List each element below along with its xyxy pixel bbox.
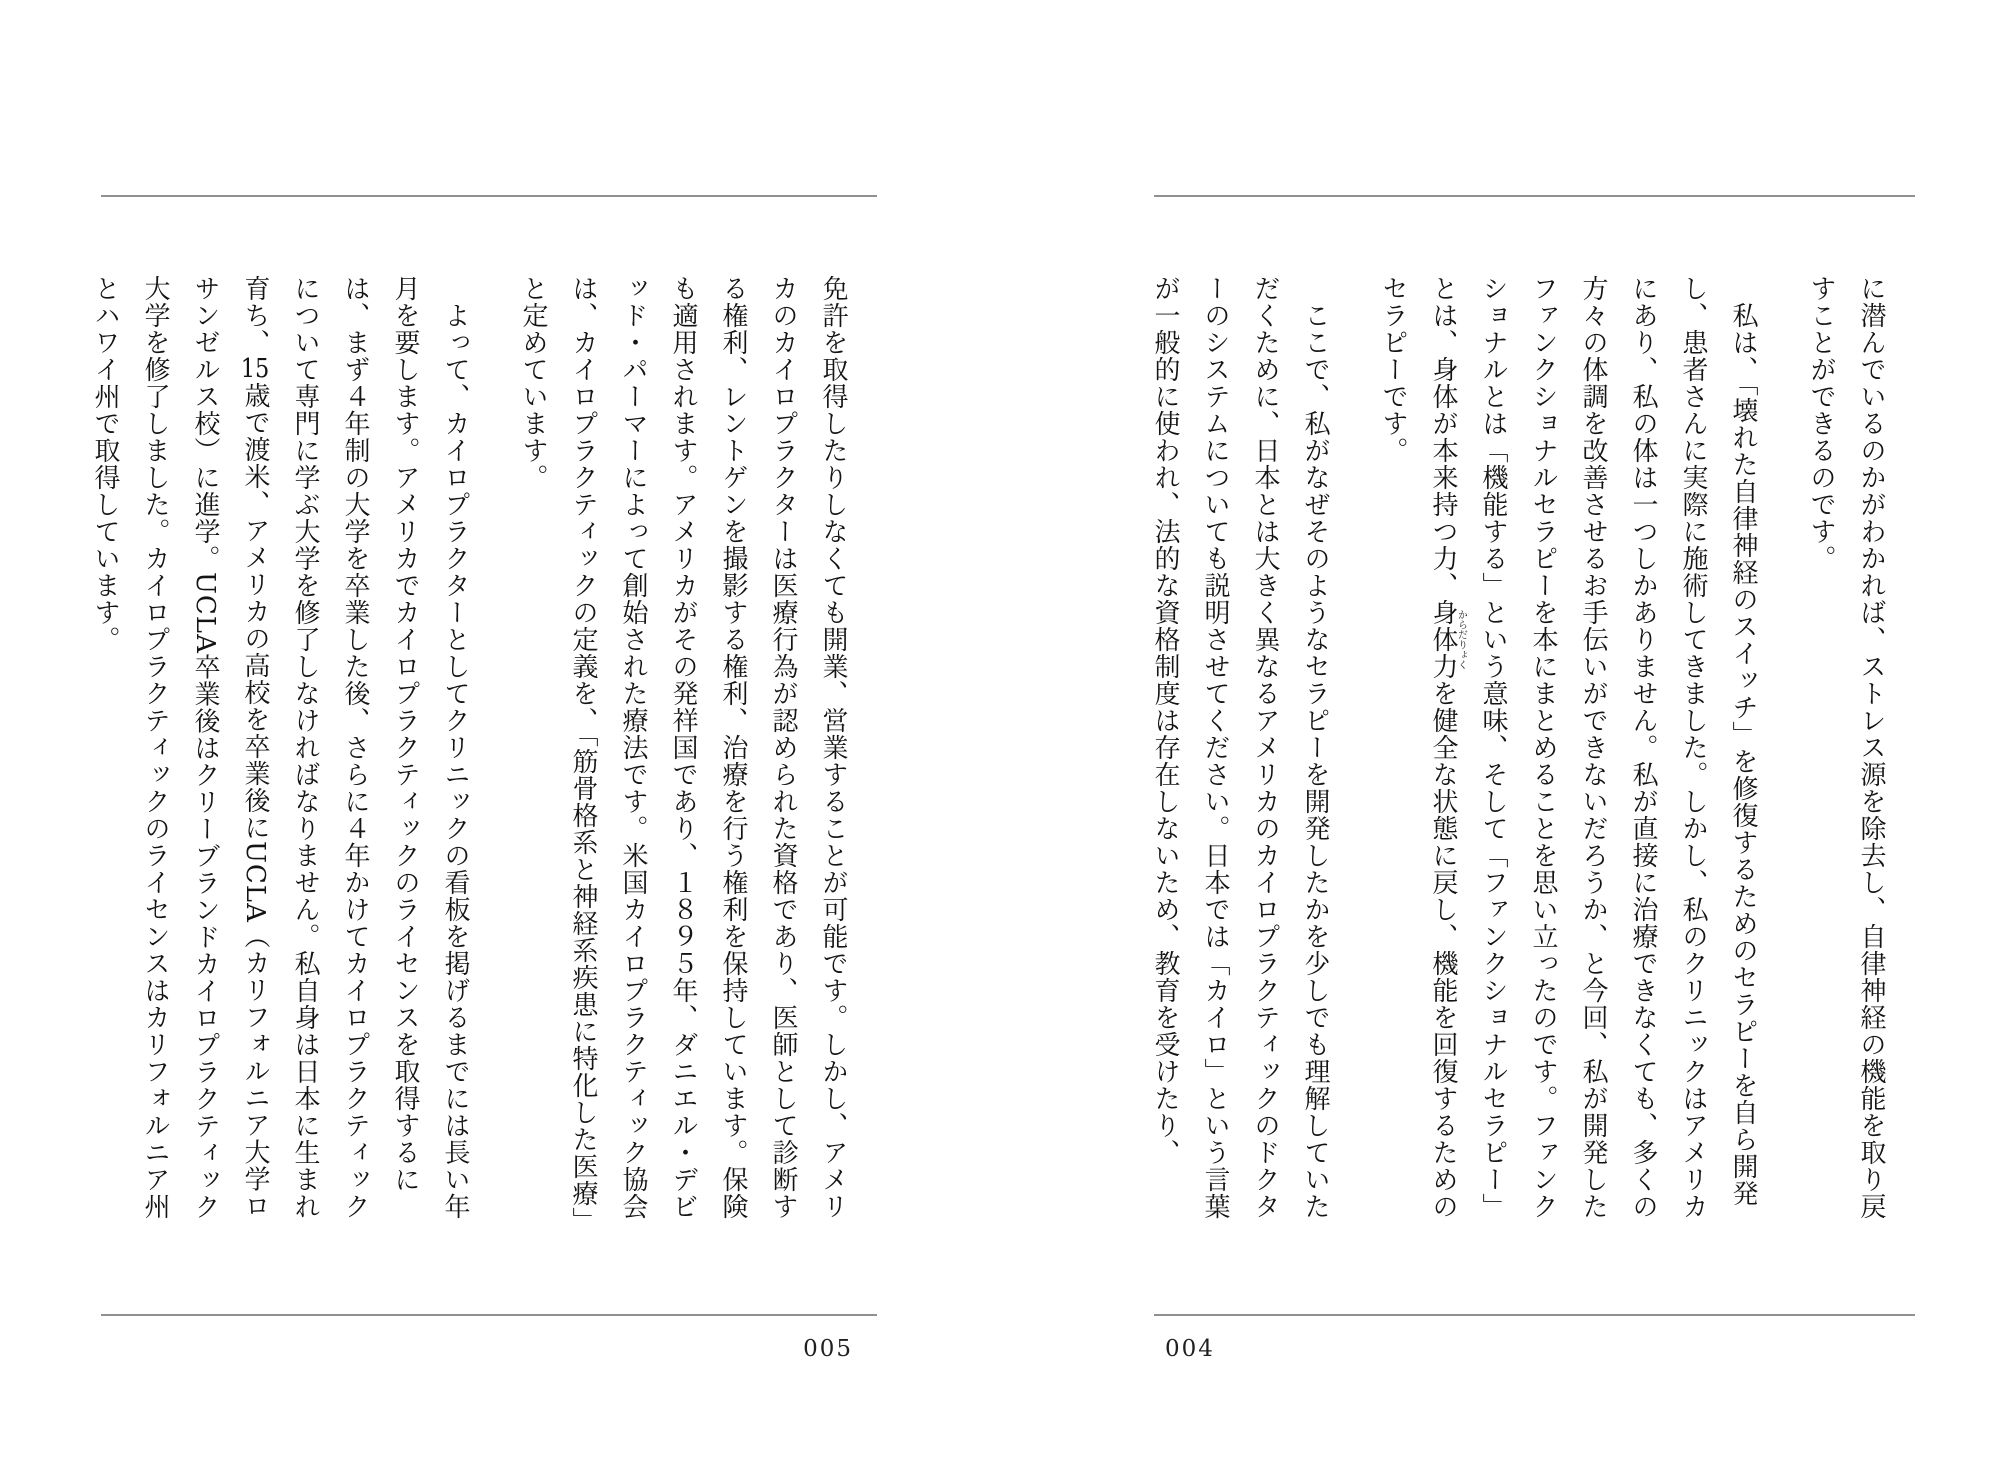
paragraph: に潜んでいるのかがわかれば、ストレス源を除去し、自律神経の機能を取り戻すことができるのです。 [1806, 275, 1886, 1220]
page-005-body-text [80, 275, 858, 1229]
page-number-004: 004 [1165, 1336, 1215, 1362]
page-005-bottom-rule [101, 1314, 877, 1316]
paragraph: 免許を取得したりしなくても開業、営業することが可能です。しかし、アメリカのカイロプラクターは医療行為が認められた資格であり、医師として診断する権利、レントゲンを撮影する権利、治療を行う権利を保持しています。保険も適用されます。アメリカがその発祥国であり、１８９５年、ダニエル・デビッド・パーマーによって創始された療法です。米国カイロプラクティック協会は、カイロプラクティックの定義を、「筋骨格系と神経系疾患に特化した医療」と定めています。 [518, 275, 848, 1221]
paragraph: よって、カイロプラクターとしてクリニックの看板を掲げるまでには長い年月を要します。アメリカでカイロプラクティックのライセンスを取得するには、まず４年制の大学を卒業した後、さらに４年かけてカイロプラクティックについて専門に学ぶ大学を修了しなければなりません。私自身は日本に生まれ育ち、15歳で渡米、アメリカの高校を卒業後にUCLA（カリフォルニア大学ロサンゼルス校）に進学。UCLA卒業後はクリーブランドカイロプラクティック大学を修了しました。カイロプラクティックのライセンスはカリフォルニア州とハワイ州で取得しています。 [90, 275, 470, 1221]
paragraph: ここで、私がなぜそのようなセラピーを開発したかを少しでも理解していただくために、日本とは大きく異なるアメリカのカイロプラクティックのドクターのシステムについても説明させてください。日本では「カイロ」という言葉が一般的に使われ、法的な資格制度は存在しないため、教育を受けたり、 [1150, 275, 1330, 1220]
page-004 [1150, 0, 1915, 1480]
page-number-005: 005 [803, 1336, 853, 1362]
page-004-body-text [1140, 275, 1896, 1229]
page-004-top-rule [1154, 195, 1915, 197]
page-004-bottom-rule [1154, 1314, 1915, 1316]
page-005 [90, 0, 877, 1480]
page-005-top-rule [101, 195, 877, 197]
paragraph: 私は、「壊れた自律神経のスイッチ」を修復するためのセラピーを自ら開発し、患者さんに実際に施術してきました。しかし、私のクリニックはアメリカにあり、私の体は一つしかありません。私が直接に治療できなくても、多くの方々の体調を改善させるお手伝いができないだろうか、と今回、私が開発したファンクショナルセラピーを本にまとめることを思い立ったのです。ファンクショナルとは「機能する」という意味、そして「ファンクショナルセラピー」とは、身体が本来持つ力、身体力からだりょくを健全な状態に戻し、機能を回復するためのセラピーです。 [1378, 275, 1758, 1220]
